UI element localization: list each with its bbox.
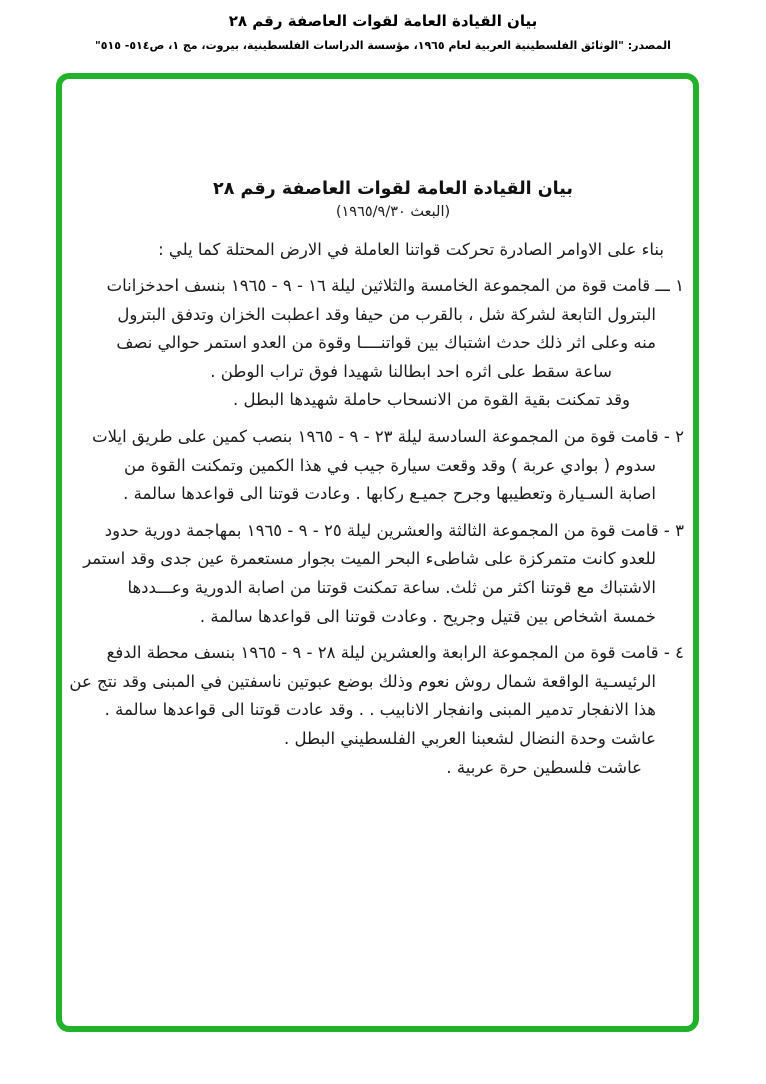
source-citation: المصدر: "الوثائق الفلسطينية العربية لعام ١٩٦٥، مؤسسة الدراسات الفلسطينية، بيروت، مج ١، ص٥١٤- ٥١٥"	[95, 39, 671, 52]
document-date: (البعث ١٩٦٥/٩/٣٠)	[335, 204, 451, 220]
statement-item	[92, 423, 684, 509]
document-line: سدوم ( بوادي عربة ) وقد وقعت سيارة جيب في هذا الكمين وتمكنت القوة من	[124, 455, 656, 475]
document-line: ساعة سقط على اثره احد ابطالنا شهيدا فوق تراب الوطن .	[210, 361, 612, 381]
statement-item	[83, 517, 684, 631]
document-line: منه وعلى اثر ذلك حدث اشتباك بين قواتنــــا وقوة من العدو استمر حوالي نصف	[116, 333, 656, 353]
document-line: عاشت فلسطين حرة عربية .	[446, 757, 642, 777]
document-line: للعدو كانت متمركزة على شاطىء البحر الميت بجوار مستعمرة عين جدى وقد استمر	[83, 549, 656, 569]
page-title: بيان القيادة العامة لقوات العاصفة رقم ٢٨	[228, 12, 538, 30]
document-line: هذا الانفجار تدمير المبنى وانفجار الانابيب . . وقد عادت قوتنا الى قواعدها سالمة .	[104, 700, 656, 720]
document-frame	[56, 73, 699, 1032]
document-line: ٤ - قامت قوة من المجموعة الرابعة والعشرين ليلة ٢٨ - ٩ - ١٩٦٥ بنسف محطة الدفع	[106, 643, 684, 663]
document-line: البترول التابعة لشركة شل ، بالقرب من حيفا وقد اعطبت الخزان وتدفق البترول	[117, 304, 656, 324]
document-line: اصابة السـيارة وتعطيبها وجرح جميـع ركابها . وعادت قوتنا الى قواعدها سالمة .	[123, 484, 656, 504]
document-line: ٢ - قامت قوة من المجموعة السادسة ليلة ٢٣ - ٩ - ١٩٦٥ بنصب كمين على طريق ايلات	[92, 426, 684, 446]
document-line: ٣ - قامت قوة من المجموعة الثالثة والعشرين ليلة ٢٥ - ٩ - ١٩٦٥ بمهاجمة دورية حدود	[104, 520, 684, 540]
document-line: الرئيسـية الواقعة شمال روش نعوم وذلك بوضع عبوتين ناسفتين في المبنى وقد نتج عن	[69, 671, 656, 691]
document-title: بيان القيادة العامة لقوات العاصفة رقم ٢٨	[213, 179, 573, 199]
document-line: ١ ـــ قامت قوة من المجموعة الخامسة والثلاثين ليلة ١٦ - ٩ - ١٩٦٥ بنسف احدخزانات	[106, 276, 684, 295]
document-line: الاشتباك مع قوتنا اكثر من ثلث. ساعة تمكنت قوتنا من اصابة الدورية وعـــددها	[127, 577, 656, 597]
document-line: خمسة اشخاص بين قتيل وجريح . وعادت قوتنا الى قواعدها سالمة .	[199, 606, 656, 626]
page-header	[0, 12, 766, 52]
statement-item	[102, 272, 684, 415]
statement-item	[69, 639, 684, 725]
document-body	[69, 272, 684, 782]
document-line: وقد تمكنت بقية القوة من الانسحاب حاملة شهيدها البطل .	[233, 390, 630, 410]
document-intro: بناء على الاوامر الصادرة تحركت قواتنا العاملة في الارض المحتلة كما يلي :	[158, 240, 664, 259]
document-scan	[62, 79, 693, 1026]
closing-slogans	[102, 725, 684, 782]
document-line: عاشت وحدة النضال لشعبنا العربي الفلسطيني البطل .	[284, 728, 656, 748]
